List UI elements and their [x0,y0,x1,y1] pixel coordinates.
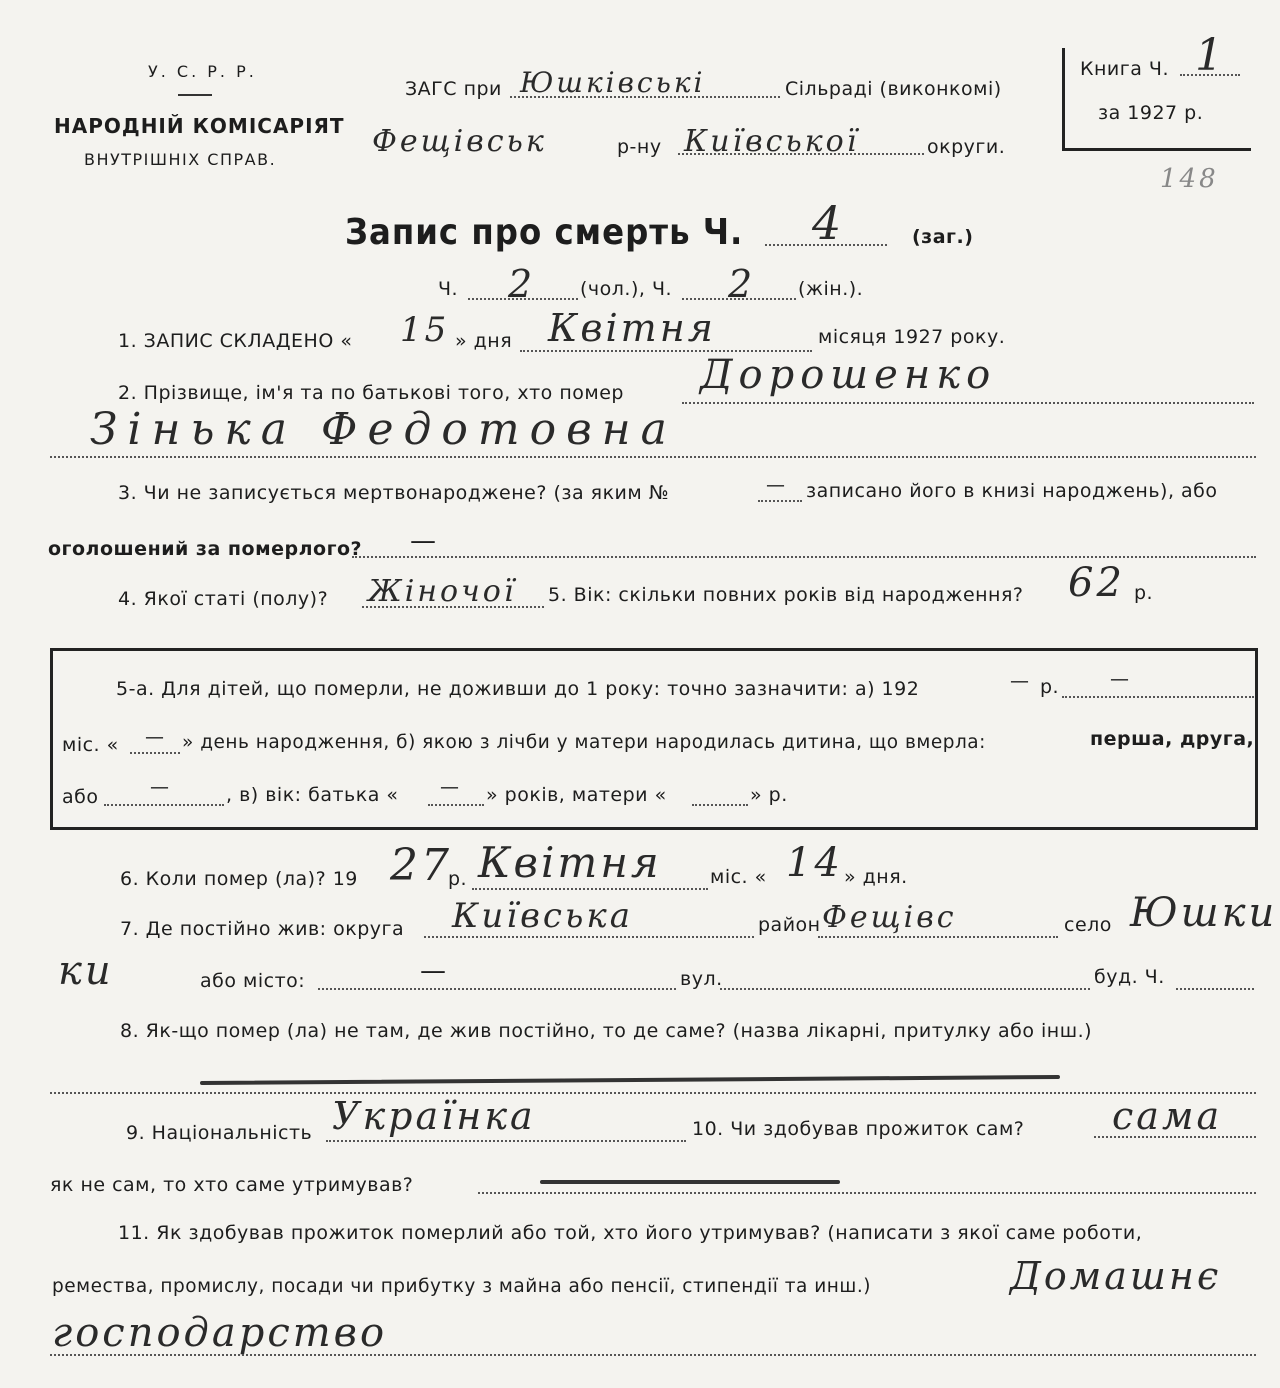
f3-line1: 3. Чи не записується мертвонароджене? (за яким № [118,482,670,504]
okruha-line [678,153,924,155]
f7-okruha-value: Київська [452,896,634,936]
f7-misto-label: або місто: [200,970,306,992]
f1-mid: » дня [455,330,513,352]
book-label: Книга Ч. [1080,58,1169,80]
f5a-father-value: — [440,776,460,798]
f7-vul-line [720,988,1090,990]
f7-misto-line [318,988,676,990]
f2-surname-line [682,402,1254,404]
f5a-line2-text: » день народження, б) якою з лічби у матери народилась дитина, що вмерла: [182,732,986,753]
f3-line2: оголошений за померлого? [48,538,363,560]
f7-bud-label: буд. Ч. [1094,966,1165,988]
f2-label: 2. Прізвище, ім'я та по батькові того, хто помер [118,382,624,404]
zags-village-line [510,96,780,98]
f6-year-value: 27 [390,840,452,891]
f5a-line3-end: » р. [750,784,788,806]
commissariat-line1: НАРОДНІЙ КОМІСАРІЯТ [54,114,345,138]
f8-label: 8. Як-що помер (ла) не там, де жив постійно, то де саме? (назва лікарні, притулку або інш.) [120,1020,1093,1042]
f4-line [362,606,544,608]
book-number: 1 [1195,30,1226,81]
f6-month-value: Квітня [478,838,662,887]
f5a-line3-value: — [150,776,170,798]
f7-rayon-value: Фещівс [822,900,957,935]
f6-end: » дня. [844,866,908,888]
f6-day-value: 14 [786,840,843,886]
f10-dash-stroke [540,1180,840,1184]
f5a-line3-start: або [62,786,99,808]
f5a-line1-line [1062,696,1254,698]
district-value: Фещівськ [372,124,547,159]
male-label: (чол.), Ч. [580,278,673,300]
f10-line2: як не сам, то хто саме утримував? [50,1174,414,1196]
f7-misto-value: — [420,956,447,986]
f3-number-line [758,500,802,502]
ussr-label: У. С. Р. Р. [148,62,257,81]
f8-line [50,1092,1256,1094]
female-count-line [682,298,796,300]
f9-value: Українка [332,1094,536,1138]
f11-value1: Домашнє [1010,1254,1222,1298]
f11-line2: ремества, промислу, посади чи прибутку з майна або пенсії, стипендії та инш.) [52,1276,871,1297]
f7-rayon-line [818,936,1058,938]
f5a-line2-bold: перша, друга, [1090,728,1255,750]
f7-rayon-label: район [758,914,821,936]
f10-label: 10. Чи здобував прожиток сам? [692,1118,1025,1140]
f5a-line3-line [104,804,224,806]
f7-selo-cont: ки [58,948,114,994]
male-count: 2 [508,262,536,306]
f5a-line1-end: р. [1040,676,1060,698]
f9-label: 9. Національність [126,1122,313,1144]
f5-value: 62 [1068,560,1125,606]
f3-line2-value: — [410,526,437,556]
f2-surname-value: Дорошенко [700,352,997,398]
f10-value-line [1094,1136,1256,1138]
male-count-line [468,298,578,300]
zags-prefix: ЗАГС при [405,78,502,100]
okruha-label: округи. [927,136,1006,158]
f3-line1-end: записано його в книзі народжень), або [806,480,1218,502]
f10-value: сама [1112,1094,1223,1138]
f4-value: Жіночої [368,574,517,609]
f5a-father-line [428,804,484,806]
f6-mis: міс. « [710,866,767,888]
book-number-line [1180,74,1240,76]
f1-day-value: 15 [400,310,450,350]
district-label: р-ну [617,136,662,158]
f5-label: 5. Вік: скільки повних років від народження? [548,584,1024,606]
f5a-mother-line [692,804,748,806]
f10-line2-line [478,1192,1256,1194]
f11-value2: господарство [52,1310,388,1356]
book-year: за 1927 р. [1098,102,1204,124]
f7-okruha-line [424,936,754,938]
zags-village-value: Юшківські [520,66,706,99]
f3-line2-line [352,556,1256,558]
f7-selo-label: село [1064,914,1112,936]
f6-label: 6. Коли помер (ла)? 19 [120,868,358,890]
record-number: 4 [812,196,845,250]
zags-suffix: Сільраді (виконкомі) [785,78,1002,100]
okruha-value: Київської [684,124,860,159]
female-label: (жін.). [798,278,864,300]
record-title: Запис про смерть Ч. [345,212,744,253]
female-count: 2 [728,262,756,306]
f2-name-value: Зінька Федотовна [90,404,677,455]
f11-line [50,1354,1256,1356]
f2-name-line [50,456,1256,458]
f5a-line2-value: — [145,726,165,748]
f9-line [326,1140,686,1142]
f5-suffix: р. [1134,582,1154,604]
ch-label: Ч. [438,278,459,300]
f5a-line1-after: — [1110,668,1130,690]
commissariat-line2: ВНУТРІШНІХ СПРАВ. [84,150,277,169]
f1-suffix: місяця 1927 року. [818,326,1006,348]
f5a-line2-start: міс. « [62,734,119,756]
f1-label: 1. ЗАПИС СКЛАДЕНО « [118,330,353,352]
f3-line1-value: — [766,474,786,496]
record-number-line [765,244,887,246]
record-suffix: (заг.) [912,226,974,248]
f8-dash-stroke [200,1075,1060,1085]
corner-mark: 148 [1160,164,1219,194]
f7-selo-value: Юшки [1130,890,1278,936]
f7-vul-label: вул. [680,968,723,990]
f6-month-line [472,888,708,890]
f5a-day-line [130,752,180,754]
f1-month-value: Квітня [548,306,716,350]
header-divider [178,94,212,96]
f6-r: р. [448,868,468,890]
f5a-line1: 5-а. Для дітей, що померли, не доживши до 1 року: точно зазначити: а) 192 [116,678,920,700]
f7-label: 7. Де постійно жив: округа [120,918,405,940]
f5a-line3-mid2: » років, матери « [486,784,667,806]
f7-bud-line [1176,988,1254,990]
f11-line1: 11. Як здобував прожиток померлий або той, хто його утримував? (написати з якої саме роботи, [118,1222,1143,1244]
f5a-line3-mid: , в) вік: батька « [226,784,399,806]
f4-label: 4. Якої статі (полу)? [118,588,329,610]
f5a-year-value: — [1010,670,1030,692]
